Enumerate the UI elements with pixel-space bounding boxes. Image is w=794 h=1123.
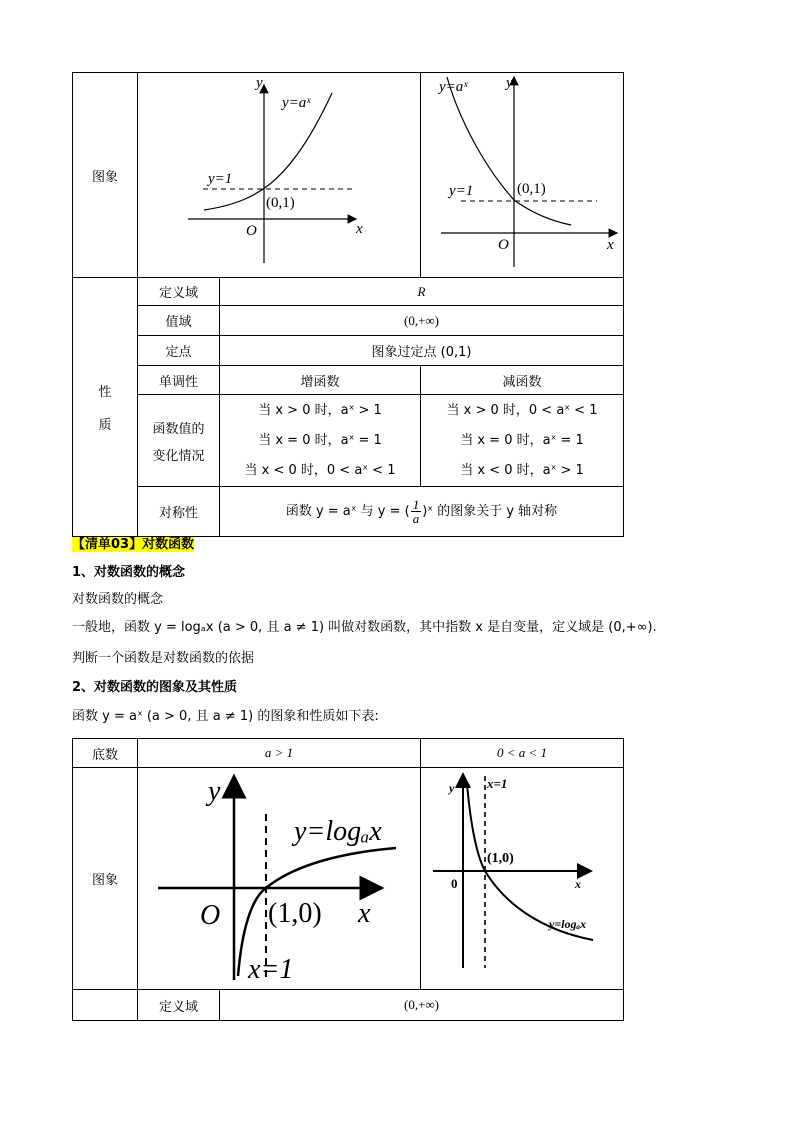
case-a-greater-1: a > 1 (138, 739, 421, 768)
symmetry-suffix: )ˣ 的图象关于 y 轴对称 (422, 504, 558, 519)
graph-exp-increasing (138, 73, 421, 278)
properties-label (73, 278, 138, 537)
paragraph-log-concept-title: 对数函数的概念 (72, 592, 164, 607)
value-change-label-line1: 函数值的 (152, 421, 205, 437)
curve-label: y=aˣ (282, 95, 311, 111)
y-axis-label: y (449, 781, 455, 795)
heading-log-graph: 2、对数函数的图象及其性质 (72, 680, 238, 695)
prop-char-2: 质 (98, 418, 112, 433)
graph-log-increasing (138, 768, 421, 990)
monotonic-decreasing: 减函数 (421, 366, 624, 395)
exponential-properties-table (72, 72, 624, 537)
exp-increasing-graph (138, 73, 420, 277)
domain-label: 定义域 (138, 990, 220, 1021)
case-line: 当 x > 0 时，aˣ > 1 (258, 402, 382, 418)
symmetry-label: 对称性 (138, 487, 220, 537)
monotonic-increasing: 增函数 (220, 366, 421, 395)
value-change-label (138, 395, 220, 487)
base-label: 底数 (73, 739, 138, 768)
domain-value: (0,+∞) (220, 990, 624, 1021)
section-tag: 【清单03】对数函数 (72, 537, 195, 552)
case-line: 当 x = 0 时，aˣ = 1 (460, 432, 584, 448)
case-line: 当 x > 0 时，0 < aˣ < 1 (446, 402, 598, 418)
paragraph-log-criterion: 判断一个函数是对数函数的依据 (72, 651, 255, 666)
origin-label: O (246, 223, 257, 239)
range-value: (0,+∞) (220, 306, 624, 336)
line-label: y=1 (449, 183, 474, 199)
paragraph-log-definition: 一般地，函数 y = logₐx (a > 0, 且 a ≠ 1) 叫做对数函数，其中指数 x 是自变量，定义域是 (0,+∞). (72, 620, 657, 635)
origin-label: O (498, 237, 509, 253)
point-label: (0,1) (266, 195, 295, 211)
symmetry-value (220, 487, 624, 537)
monotonic-label: 单调性 (138, 366, 220, 395)
domain-value: R (220, 278, 624, 306)
heading-log-concept: 1、对数函数的概念 (72, 565, 186, 580)
case-line: 当 x < 0 时，0 < aˣ < 1 (244, 462, 396, 478)
case-a-between-0-1: 0 < a < 1 (421, 739, 624, 768)
empty-cell (73, 990, 138, 1021)
fixed-point-label: 定点 (138, 336, 220, 366)
section-tag-line (72, 535, 194, 555)
fraction-one-over-a: $\frac{1}{a}$ (412, 497, 420, 526)
exp-curve (447, 77, 571, 225)
graph-exp-decreasing (421, 73, 624, 278)
decreasing-cases (421, 395, 624, 487)
curve-label: y=aˣ (439, 79, 468, 95)
fixed-point-value: 图象过定点 (0,1) (220, 336, 624, 366)
line-label: y=1 (208, 171, 233, 187)
line-label: x=1 (487, 776, 508, 791)
curve-label: y=logₐx (294, 816, 382, 847)
point-label: (1,0) (487, 851, 514, 866)
exp-curve (204, 93, 332, 210)
y-axis-label: y (208, 776, 221, 807)
x-axis-label: x (607, 237, 614, 253)
x-axis-label: x (356, 221, 363, 237)
graph-log-decreasing (421, 768, 624, 990)
paragraph-table-intro: 函数 y = aˣ (a > 0, 且 a ≠ 1) 的图象和性质如下表: (72, 709, 379, 724)
case-line: 当 x < 0 时，aˣ > 1 (460, 462, 584, 478)
x-axis-label: x (358, 898, 371, 929)
symmetry-prefix: 函数 y = aˣ 与 y = ( (285, 504, 410, 519)
exp-decreasing-graph (421, 73, 624, 277)
origin-label: 0 (451, 876, 458, 891)
origin-label: O (200, 900, 221, 931)
range-label: 值域 (138, 306, 220, 336)
point-label: (0,1) (517, 181, 546, 197)
y-axis-label: y (506, 75, 513, 91)
graph-row-label: 图象 (73, 73, 138, 278)
log-properties-table (72, 738, 624, 1021)
curve-label: y=logₐx (549, 917, 587, 931)
log-decreasing-graph (421, 768, 624, 989)
value-change-label-line2: 变化情况 (152, 448, 205, 464)
x-axis-label: x (575, 877, 581, 891)
line-label: x=1 (248, 954, 294, 985)
prop-char-1: 性 (98, 385, 112, 400)
graph-row-label: 图象 (73, 768, 138, 990)
domain-label: 定义域 (138, 278, 220, 306)
increasing-cases (220, 395, 421, 487)
y-axis-label: y (256, 75, 263, 91)
log-increasing-graph (138, 768, 420, 989)
case-line: 当 x = 0 时，aˣ = 1 (258, 432, 382, 448)
point-label: (1,0) (268, 898, 322, 929)
